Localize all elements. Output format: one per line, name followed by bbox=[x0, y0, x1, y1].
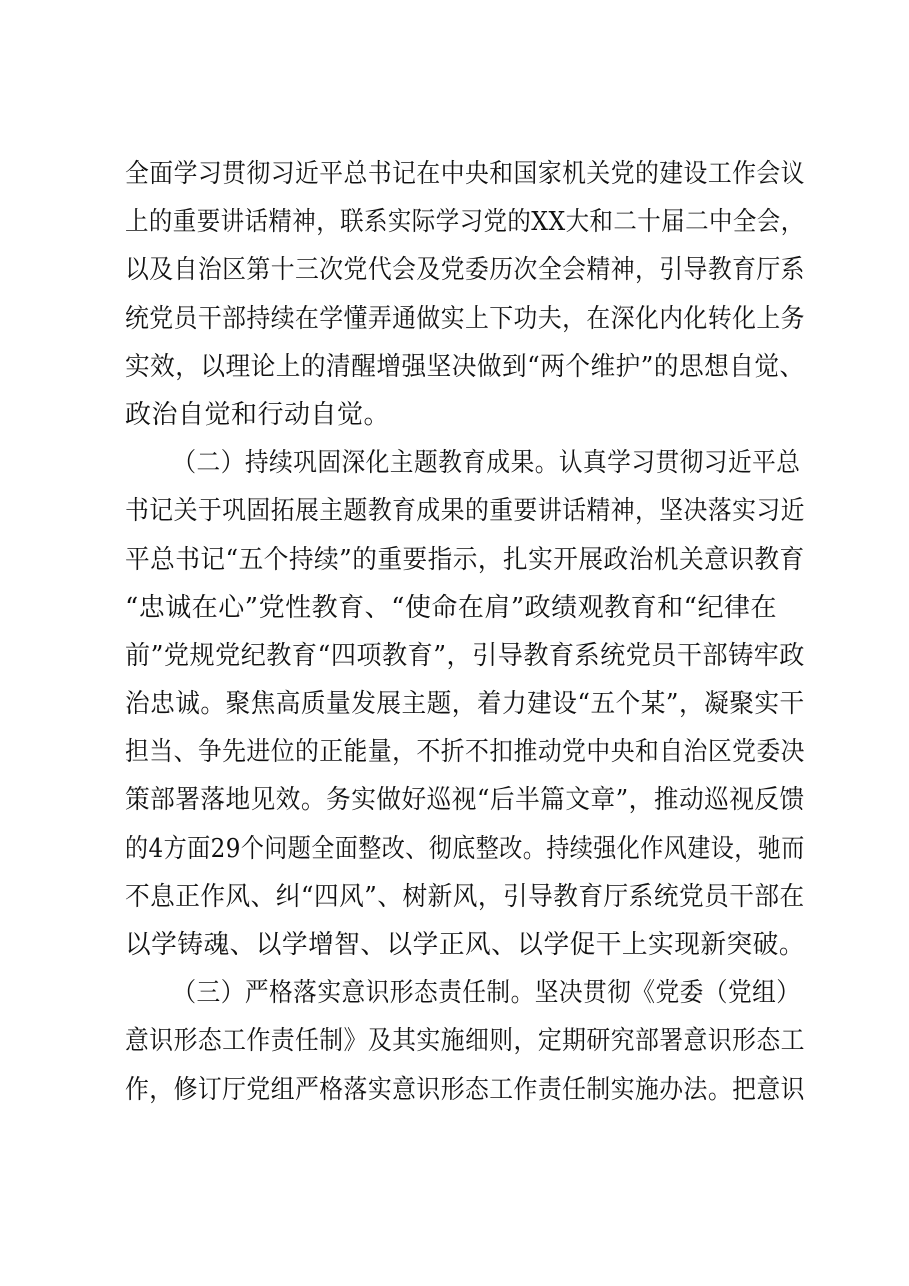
text-line: 实效，以理论上的清醒增强坚决做到“两个维护”的思想自觉、 bbox=[125, 351, 805, 382]
text-line: 意识形态工作责任制》及其实施细则，定期研究部署意识形态工 bbox=[125, 1026, 805, 1057]
text-line: 担当、争先进位的正能量，不折不扣推动党中央和自治区党委决 bbox=[125, 737, 805, 768]
text-line: 不息正作风、纠“四风”、树新风，引导教育厅系统党员干部在 bbox=[125, 881, 805, 912]
text-line: 治忠诚。聚焦高质量发展主题，着力建设“五个某”，凝聚实干 bbox=[125, 689, 805, 720]
text-line: 统党员干部持续在学懂弄通做实上下功夫，在深化内化转化上务 bbox=[125, 303, 805, 334]
text-line: “忠诚在心”党性教育、“使命在肩”政绩观教育和“纪律在 bbox=[125, 592, 777, 623]
text-line: 前”党规党纪教育“四项教育”，引导教育系统党员干部铸牢政 bbox=[125, 640, 805, 671]
text-line: 的4方面29个问题全面整改、彻底整改。持续强化作风建设，驰而 bbox=[125, 833, 805, 864]
text-line: 以及自治区第十三次党代会及党委历次全会精神，引导教育厅系 bbox=[125, 255, 805, 286]
document-body bbox=[125, 150, 805, 1114]
text-line: 作，修订厅党组严格落实意识形态工作责任制实施办法。把意识 bbox=[125, 1074, 805, 1105]
text-line: 平总书记“五个持续”的重要指示，扎实开展政治机关意识教育 bbox=[125, 544, 805, 575]
text-line: 以学铸魂、以学增智、以学正风、以学促干上实现新突破。 bbox=[125, 930, 805, 960]
text-line: 政治自觉和行动自觉。 bbox=[125, 399, 391, 430]
text-line: 上的重要讲话精神，联系实际学习党的XX大和二十届二中全会， bbox=[125, 207, 805, 238]
text-line: 书记关于巩固拓展主题教育成果的重要讲话精神，坚决落实习近 bbox=[125, 496, 805, 527]
section-heading-line: （三）严格落实意识形态责任制。坚决贯彻《党委（党组） bbox=[172, 978, 801, 1009]
text-line: 策部署落地见效。务实做好巡视“后半篇文章”，推动巡视反馈 bbox=[125, 785, 805, 816]
text-line: 全面学习贯彻习近平总书记在中央和国家机关党的建设工作会议 bbox=[125, 159, 805, 189]
section-heading-line: （二）持续巩固深化主题教育成果。认真学习贯彻习近平总 bbox=[172, 448, 801, 479]
